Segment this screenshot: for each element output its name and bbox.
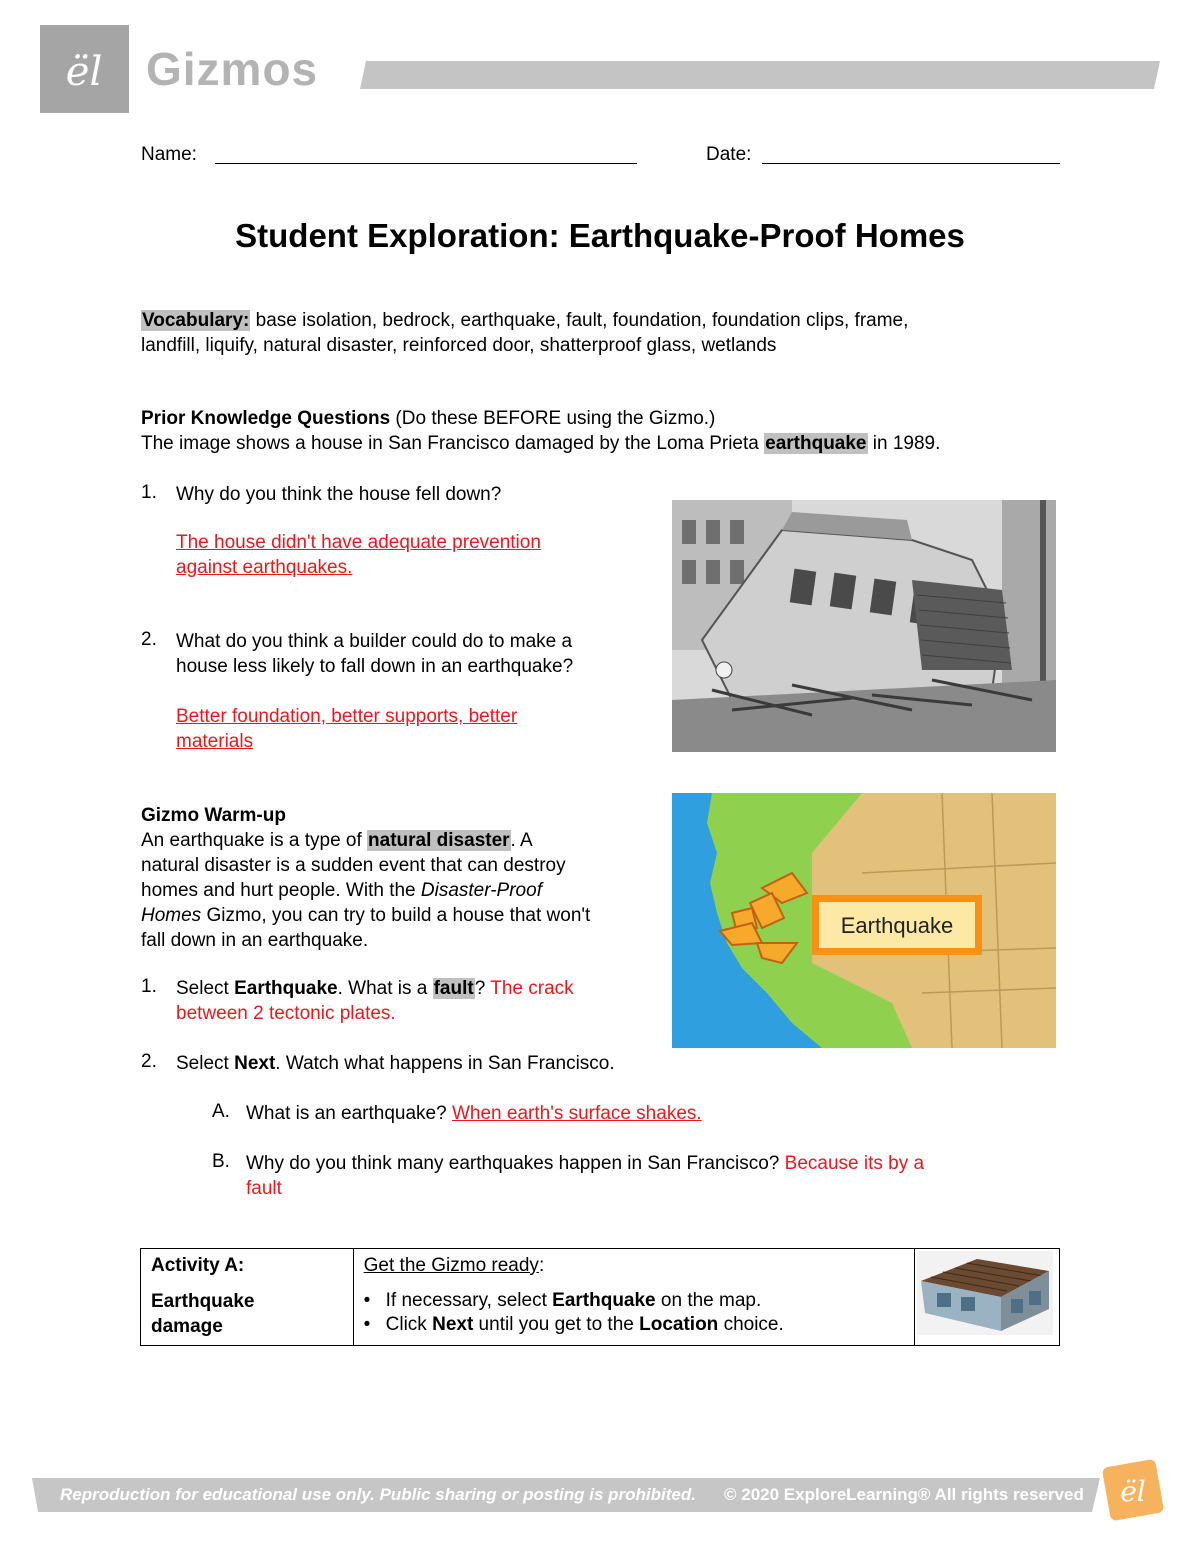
wb-text: Why do you think many earthquakes happen in San Francisco?: [246, 1153, 785, 1174]
activity-name-2: damage: [151, 1316, 223, 1337]
name-label: Name:: [141, 144, 197, 165]
term-fault: fault: [433, 978, 474, 999]
q1-answer-line2: against earthquakes.: [176, 557, 353, 578]
el-logo-icon: [40, 25, 129, 113]
wa-text: What is an earthquake?: [246, 1103, 452, 1124]
w1-answer-1[interactable]: The crack: [490, 978, 574, 999]
prior-intro: The image shows a house in San Francisco damaged by the Loma Prieta: [141, 433, 765, 454]
warmup-heading: Gizmo Warm-up: [141, 805, 286, 826]
q2-line2: house less likely to fall down in an earthquake?: [176, 656, 574, 677]
vocabulary-list-2: landfill, liquify, natural disaster, reinforced door, shatterproof glass, wetlands: [141, 335, 777, 356]
q2-number: 2.: [141, 629, 157, 650]
vocabulary: [141, 308, 1081, 358]
warmup-l5: fall down in an earthquake.: [141, 930, 369, 951]
prior-note: (Do these BEFORE using the Gizmo.): [390, 408, 716, 429]
w1-earthquake: Earthquake: [234, 978, 338, 999]
explorelearning-logo-icon: [1098, 1455, 1168, 1525]
w2-next: Next: [234, 1053, 276, 1074]
b2-before: Click: [385, 1314, 433, 1335]
w1-q: ?: [474, 978, 491, 999]
w1-select: Select: [176, 978, 235, 999]
footer-disclaimer: Reproduction for educational use only. Public sharing or posting is prohibited.: [60, 1485, 696, 1504]
q2-answer-line1: Better foundation, better supports, better: [176, 706, 518, 727]
activity-image-cell: [915, 1249, 1060, 1346]
w2-select: Select: [176, 1053, 235, 1074]
term-earthquake: earthquake: [765, 433, 867, 454]
wa-letter: A.: [212, 1101, 230, 1122]
warmup-section: [141, 803, 661, 953]
activity-table: [140, 1248, 1060, 1346]
wb-letter: B.: [212, 1151, 230, 1172]
w2-rest: . Watch what happens in San Francisco.: [275, 1053, 615, 1074]
w1-question: [176, 976, 656, 1026]
damaged-house-photo: [672, 500, 1056, 752]
w1-number: 1.: [141, 976, 157, 997]
w2-number: 2.: [141, 1051, 157, 1072]
activity-name-1: Earthquake: [151, 1291, 255, 1312]
term-natural-disaster: natural disaster: [368, 830, 510, 851]
activity-bullet-2: • Click Next until you get to the Location choice.: [363, 1314, 784, 1335]
warmup-l4: Gizmo, you can try to build a house that won't: [201, 905, 591, 926]
b1-bold: Earthquake: [552, 1290, 656, 1311]
activity-label: Activity A:: [151, 1255, 245, 1276]
q2-line1: What do you think a builder could do to make a: [176, 631, 573, 652]
warmup-l1: An earthquake is a type of: [141, 830, 368, 851]
gizmo-name-2: Homes: [141, 905, 202, 926]
b2-mid: until you get to the: [473, 1314, 640, 1335]
q2-answer[interactable]: [176, 704, 517, 754]
date-field[interactable]: [762, 163, 1060, 164]
b1-after: on the map.: [655, 1290, 762, 1311]
date-label: Date:: [706, 144, 752, 165]
vocabulary-label: Vocabulary:: [142, 310, 250, 331]
w1-mid: . What is a: [337, 978, 433, 999]
b2-location: Location: [639, 1314, 719, 1335]
wb-answer-1[interactable]: Because its by a: [784, 1153, 925, 1174]
wb-answer-2[interactable]: fault: [246, 1178, 282, 1199]
earthquake-map[interactable]: [672, 793, 1056, 1048]
q2-answer-line2: materials: [176, 731, 254, 752]
b2-next: Next: [432, 1314, 474, 1335]
q2-text: [176, 629, 573, 679]
q1-text: Why do you think the house fell down?: [176, 484, 502, 505]
page-title: Student Exploration: Earthquake-Proof Homes: [235, 217, 965, 254]
prior-knowledge-section: [141, 406, 1081, 456]
warmup-l3: homes and hurt people. With the: [141, 880, 421, 901]
map-label: Earthquake: [840, 913, 954, 938]
svg-text:ël: ël: [1120, 1475, 1146, 1508]
gizmo-name-1: Disaster-Proof: [420, 880, 542, 901]
activity-ready-colon: :: [538, 1255, 545, 1276]
activity-bullet-1: • If necessary, select Earthquake on the map.: [363, 1290, 762, 1311]
brand-name: Gizmos: [146, 43, 319, 95]
warmup-l2: natural disaster is a sudden event that can destroy: [141, 855, 566, 876]
name-field[interactable]: [215, 163, 637, 164]
activity-label-cell: [141, 1249, 354, 1346]
warmup-l1-end: . A: [510, 830, 533, 851]
prior-intro-end: in 1989.: [867, 433, 941, 454]
footer-copyright: © 2020 ExploreLearning® All rights reserved: [724, 1485, 1084, 1504]
wa-question: [246, 1101, 702, 1126]
w2-question: [176, 1051, 615, 1076]
w1-answer-2[interactable]: between 2 tectonic plates.: [176, 1003, 396, 1024]
q1-answer-line1: The house didn't have adequate prevention: [176, 532, 541, 553]
house-model-image: [917, 1251, 1053, 1335]
q1-number: 1.: [141, 482, 157, 503]
header-bar: [360, 61, 1160, 89]
prior-heading: Prior Knowledge Questions: [141, 408, 391, 429]
vocabulary-list-1: base isolation, bedrock, earthquake, fault, foundation, foundation clips, frame,: [250, 310, 909, 331]
b1-before: If necessary, select: [385, 1290, 553, 1311]
q1-answer[interactable]: [176, 530, 541, 580]
wb-question: [246, 1151, 1046, 1201]
activity-ready: Get the Gizmo ready: [363, 1255, 539, 1276]
b2-after: choice.: [718, 1314, 784, 1335]
wa-answer[interactable]: When earth's surface shakes.: [451, 1103, 702, 1124]
svg-text:ël: ël: [65, 49, 103, 95]
activity-instructions-cell: [353, 1249, 914, 1346]
